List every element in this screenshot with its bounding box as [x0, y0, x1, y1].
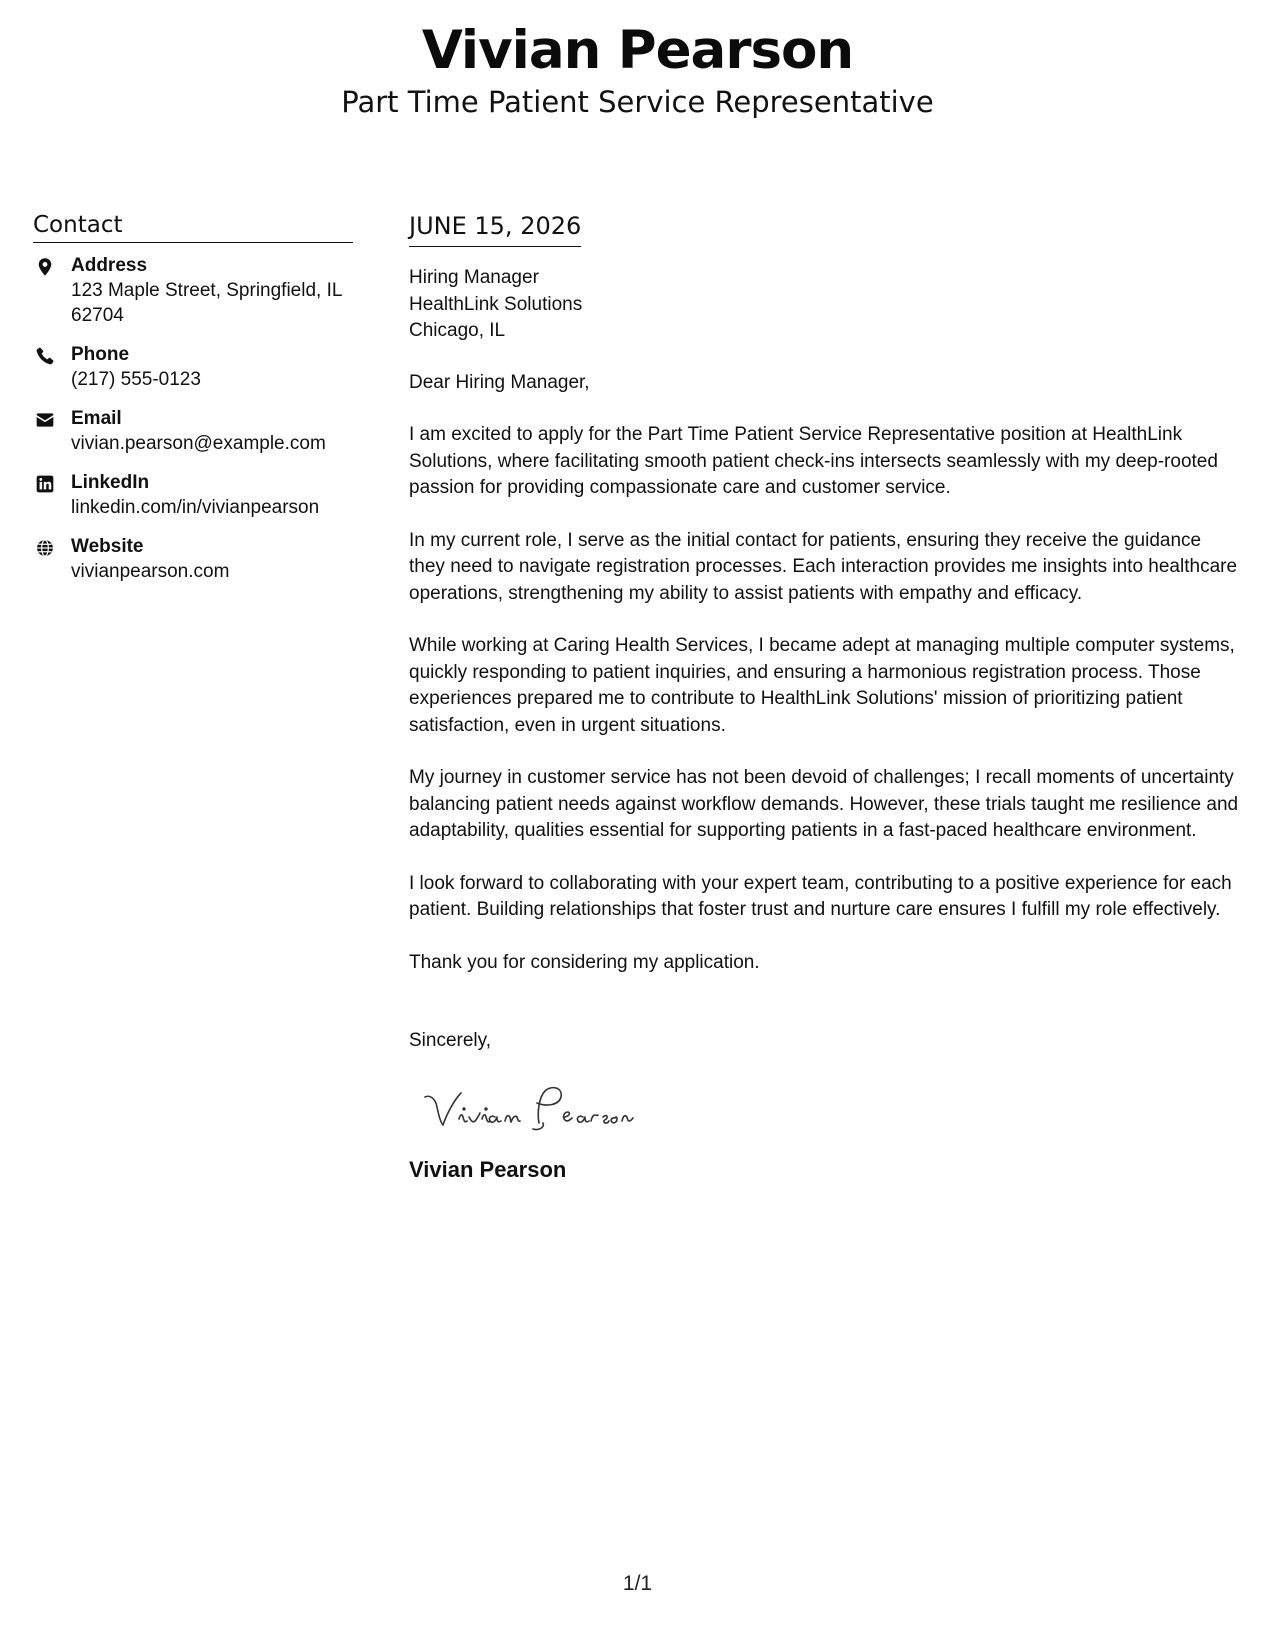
letter-body [409, 210, 1239, 1185]
contact-label-linkedin: LinkedIn [71, 472, 150, 493]
letter-paragraph: I am excited to apply for the Part Time Patient Service Representative position at HealthLink Solutions, where facilitating smooth patient check-ins intersects seamlessly with my deep-rooted passion for providing compassionate care and customer service. [409, 424, 1218, 498]
letter-header [0, 18, 1275, 122]
contact-sidebar [33, 210, 353, 598]
handwritten-signature [419, 1083, 679, 1143]
contact-value-linkedin: linkedin.com/in/vivianpearson [71, 497, 320, 518]
contact-list [33, 253, 353, 584]
contact-heading: Contact [33, 210, 353, 243]
envelope-icon [35, 410, 55, 430]
letter-paragraph: My journey in customer service has not been devoid of challenges; I recall moments of uncertainty balancing patient needs against workflow demands. However, these trials taught me resilience and adaptability, qualities essential for supporting patients in a fast-paced healthcare environment. [409, 767, 1239, 841]
contact-item-email [33, 406, 353, 456]
contact-value-email: vivian.pearson@example.com [71, 433, 326, 454]
recipient-location: Chicago, IL [409, 320, 506, 341]
letter-paragraph: In my current role, I serve as the initial contact for patients, ensuring they receive the guidance they need to navigate registration processes. Each interaction provides me insights into healthcare operations, strengthening my ability to assist patients with empathy and efficacy. [409, 529, 1238, 604]
job-title: Part Time Patient Service Representative [341, 85, 934, 119]
linkedin-icon [35, 474, 55, 494]
contact-item-website [33, 534, 353, 584]
contact-label-website: Website [71, 536, 144, 557]
contact-item-address [33, 253, 353, 328]
salutation: Dear Hiring Manager, [409, 371, 590, 393]
contact-label-email: Email [71, 408, 122, 429]
contact-item-phone [33, 342, 353, 392]
letter-paragraph: While working at Caring Health Services, I became adept at managing multiple computer systems, quickly responding to patient inquiries, and ensuring a harmonious registration process. Those experiences prepared me to contribute to HealthLink Solutions' mission of prioritizing patient satisfaction, even in urgent situations. [409, 635, 1235, 736]
contact-value-website: vivianpearson.com [71, 561, 230, 582]
page-number: 1/1 [622, 1572, 653, 1595]
contact-item-linkedin [33, 470, 353, 520]
contact-value-address: 123 Maple Street, Springfield, IL 62704 [71, 280, 342, 326]
contact-label-phone: Phone [71, 344, 130, 365]
contact-label-address: Address [71, 255, 148, 276]
globe-icon [35, 538, 55, 558]
closing: Sincerely, [409, 1030, 492, 1051]
letter-paragraph: Thank you for considering my application. [409, 951, 760, 973]
letter-paragraph: I look forward to collaborating with your expert team, contributing to a positive experience for each patient. Building relationships that foster trust and nurture care ensures I fulfill my role effectively. [409, 872, 1232, 920]
recipient-block [409, 265, 1239, 345]
signer-name: Vivian Pearson [409, 1156, 567, 1182]
contact-value-phone: (217) 555-0123 [71, 369, 201, 390]
phone-icon [35, 346, 55, 366]
location-pin-icon [35, 257, 55, 277]
recipient-company: HealthLink Solutions [409, 293, 583, 315]
recipient-name: Hiring Manager [409, 267, 539, 288]
applicant-name: Vivian Pearson [421, 20, 854, 81]
letter-date: JUNE 15, 2026 [409, 210, 581, 247]
